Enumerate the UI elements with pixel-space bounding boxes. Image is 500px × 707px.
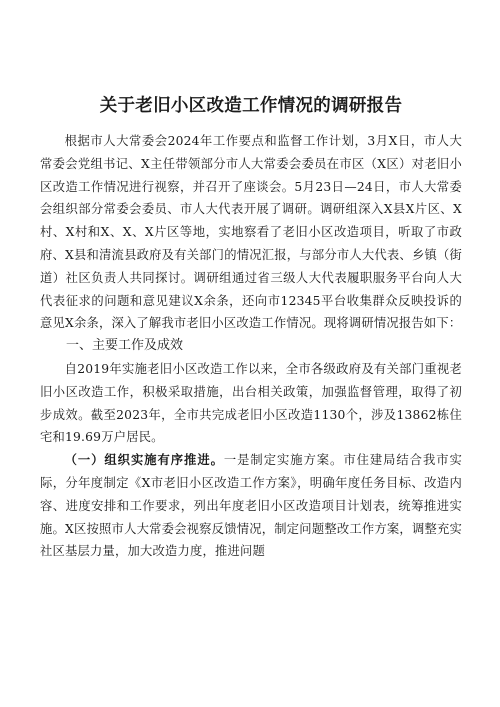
subsection1-body: 一是制定实施方案。市住建局结合我市实际，分年度制定《X市老旧小区改造工作方案》，明确年度任务目标、改造内容、进度安排和工作要求，列出年度老旧小区改造项目计划表，统筹推进实施。X区按照市人大常委会视察反馈情况，制定问题整改工作方案，调整充实社区基层力量，加大改造力度，推进问题 (40, 453, 463, 559)
document-title: 关于老旧小区改造工作情况的调研报告 (99, 96, 403, 116)
subsection1-paragraph (40, 449, 462, 563)
section1-paragraph: 自2019年实施老旧小区改造工作以来，全市各级政府及有关部门重视老旧小区改造工作，积极采取措施，出台相关政策，加强监督管理，取得了初步成效。截至2023年，全市共完成老旧小区改造1130个，涉及13862栋住宅和19.69万户居民。 (40, 361, 462, 445)
section-heading-main-work: 一、主要工作及成效 (66, 338, 184, 354)
intro-paragraph: 根据市人大常委会2024年工作要点和监督工作计划，3月X日，市人大常委会党组书记、X主任带领部分市人大常委会委员在市区（X区）对老旧小区改造工作情况进行视察，并召开了座谈会。5月23日—24日，市人大常委会组织部分常委会委员、市人大代表开展了调研。调研组深入X县X片区、X村、X村和X、X、X片区等地，实地察看了老旧小区改造项目，听取了市政府、X县和清流县政府及有关部门的情况汇报，与部分市人大代表、乡镇（街道）社区负责人共同探讨。调研组通过省三级人大代表履职服务平台向人大代表征求的问题和意见建议X余条，还向市12345平台收集群众反映投诉的意见X余条，深入了解我市老旧小区改造工作情况。现将调研情况报告如下： (40, 134, 462, 331)
subsection1-lead: （一）组织实施有序推进。 (64, 452, 224, 468)
